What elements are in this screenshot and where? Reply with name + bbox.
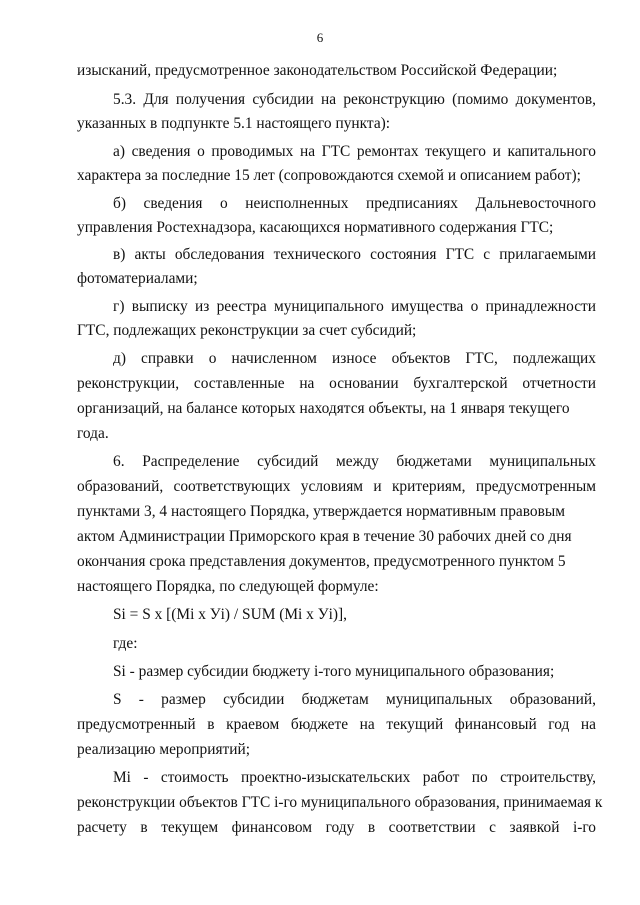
text-line: года. (77, 425, 109, 442)
text-line: образований, соответствующих условиям и критериям, предусмотренным (77, 478, 596, 495)
page-number: 6 (316, 30, 324, 45)
text-line: S - размер субсидии бюджетам муниципальных образований, (113, 691, 596, 708)
text-line: управления Ростехнадзора, касающихся нормативного содержания ГТС; (77, 219, 554, 236)
text-line: окончания срока представления документов, предусмотренного пунктом 5 (77, 553, 566, 570)
text-line: организаций, на балансе которых находятся объекты, на 1 января текущего (77, 400, 570, 417)
text-line: а) сведения о проводимых на ГТС ремонтах текущего и капитального (113, 143, 596, 160)
text-line: ГТС, подлежащих реконструкции за счет субсидий; (77, 322, 417, 339)
text-line: Si - размер субсидии бюджету i-того муниципального образования; (113, 663, 555, 680)
text-line: где: (113, 635, 138, 652)
text-line: 6. Распределение субсидий между бюджетами муниципальных (113, 453, 596, 470)
text-line: реконструкции объектов ГТС i-го муниципального образования, принимаемая к (77, 794, 603, 811)
text-line: в) акты обследования технического состояния ГТС с прилагаемыми (113, 246, 596, 263)
text-line: изысканий, предусмотренное законодательством Российской Федерации; (77, 62, 558, 79)
formula: Si = S x [(Mi x Уi) / SUM (Mi x Уi)], (113, 606, 347, 623)
text-line: предусмотренный в краевом бюджете на текущий финансовый год на (77, 716, 596, 733)
text-line: характера за последние 15 лет (сопровождаются схемой и описанием работ); (77, 167, 581, 184)
text-line: г) выписку из реестра муниципального имущества о принадлежности (113, 298, 596, 315)
text-line: актом Администрации Приморского края в течение 30 рабочих дней со дня (77, 528, 572, 545)
text-line: б) сведения о неисполненных предписаниях Дальневосточного (113, 195, 596, 212)
text-line: пунктами 3, 4 настоящего Порядка, утверждается нормативным правовым (77, 503, 565, 520)
text-line: расчету в текущем финансовом году в соответствии с заявкой i-го (77, 819, 596, 836)
text-line: реконструкции, составленные на основании бухгалтерской отчетности (77, 375, 596, 392)
text-line: настоящего Порядка, по следующей формуле: (77, 578, 379, 595)
text-line: реализацию мероприятий; (77, 741, 251, 758)
text-line: фотоматериалами; (77, 270, 198, 287)
text-line: 5.3. Для получения субсидии на реконструкцию (помимо документов, (113, 91, 596, 108)
text-line: д) справки о начисленном износе объектов ГТС, подлежащих (113, 350, 596, 367)
text-line: Mi - стоимость проектно-изыскательских работ по строительству, (113, 769, 596, 786)
text-line: указанных в подпункте 5.1 настоящего пункта): (77, 115, 391, 132)
